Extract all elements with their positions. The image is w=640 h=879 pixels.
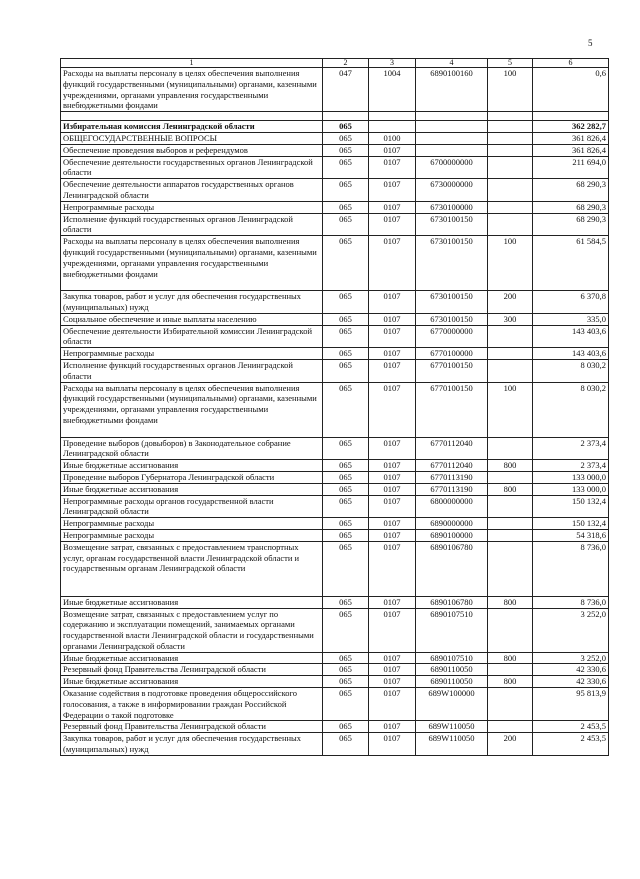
cell-target-article: 6770113190 (416, 471, 488, 483)
cell-target-article: 6890106780 (416, 596, 488, 608)
cell-section-code: 0107 (369, 291, 416, 314)
cell-amount: 2 453,5 (533, 721, 609, 733)
table-row (61, 652, 609, 664)
cell-ved-code: 065 (323, 541, 369, 596)
cell-amount: 68 290,3 (533, 213, 609, 236)
cell-section-code: 0107 (369, 382, 416, 437)
cell-amount: 42 330,6 (533, 676, 609, 688)
cell-section-code: 0107 (369, 348, 416, 360)
cell-section-code: 0107 (369, 664, 416, 676)
cell-name: Возмещение затрат, связанных с предоставлением транспортных услуг, органам государственной власти Ленинградской области и государственным органам Ленинградской области (61, 541, 323, 596)
table-row (61, 664, 609, 676)
cell-target-article: 6730000000 (416, 179, 488, 202)
cell-target-article: 6890100000 (416, 529, 488, 541)
cell-section-code: 0107 (369, 652, 416, 664)
cell-expense-type: 800 (488, 460, 533, 472)
cell-section-code: 0107 (369, 437, 416, 460)
cell-expense-type: 100 (488, 382, 533, 437)
table-row (61, 359, 609, 382)
table-row (61, 518, 609, 530)
cell-ved-code: 065 (323, 201, 369, 213)
table-row (61, 348, 609, 360)
cell-name: Возмещение затрат, связанных с предоставлением услуг по содержанию и эксплуатации помещений, занимаемых органами государственной власти Ленинградской области и государственными органами Ленинградской области (61, 608, 323, 652)
page-number: 5 (588, 38, 593, 48)
cell-section-code: 0107 (369, 518, 416, 530)
cell-ved-code: 065 (323, 156, 369, 179)
cell-amount: 361 826,4 (533, 132, 609, 144)
cell-ved-code: 065 (323, 471, 369, 483)
cell-name: Обеспечение деятельности Избирательной комиссии Ленинградской области (61, 325, 323, 348)
cell-amount: 133 000,0 (533, 483, 609, 495)
cell-name: Обеспечение деятельности государственных органов Ленинградской области (61, 156, 323, 179)
column-header-5: 5 (488, 59, 533, 68)
cell-amount: 2 373,4 (533, 437, 609, 460)
cell-ved-code: 065 (323, 382, 369, 437)
table-row (61, 201, 609, 213)
cell-target-article: 6770100150 (416, 382, 488, 437)
cell-section-code: 0107 (369, 325, 416, 348)
table-row (61, 596, 609, 608)
cell-section-code: 0107 (369, 721, 416, 733)
cell-expense-type (488, 121, 533, 133)
cell-amount: 133 000,0 (533, 471, 609, 483)
header-row (61, 59, 609, 68)
cell-expense-type: 800 (488, 596, 533, 608)
cell-ved-code: 065 (323, 313, 369, 325)
cell-name: Иные бюджетные ассигнования (61, 596, 323, 608)
cell-amount: 6 370,8 (533, 291, 609, 314)
cell-name: Исполнение функций государственных органов Ленинградской области (61, 213, 323, 236)
cell-target-article: 6890110050 (416, 676, 488, 688)
cell-ved-code: 065 (323, 121, 369, 133)
cell-target-article: 6730100150 (416, 236, 488, 291)
cell-name: Расходы на выплаты персоналу в целях обеспечения выполнения функций государственными (муниципальными) органами, казенными учреждениями, органами управления государственными внебюджетными фондами (61, 236, 323, 291)
cell-ved-code: 065 (323, 676, 369, 688)
cell-target-article: 689W110050 (416, 733, 488, 756)
cell-amount: 143 403,6 (533, 325, 609, 348)
cell-target-article: 6770100150 (416, 359, 488, 382)
cell-expense-type (488, 664, 533, 676)
cell-section-code: 0107 (369, 495, 416, 518)
cell-expense-type: 800 (488, 483, 533, 495)
cell-section-code: 0107 (369, 313, 416, 325)
cell-amount: 8 030,2 (533, 382, 609, 437)
cell-ved-code: 065 (323, 437, 369, 460)
cell-name: Резервный фонд Правительства Ленинградской области (61, 664, 323, 676)
cell-expense-type (488, 529, 533, 541)
cell-amount: 68 290,3 (533, 179, 609, 202)
column-header-6: 6 (533, 59, 609, 68)
cell-ved-code: 065 (323, 664, 369, 676)
cell-expense-type (488, 156, 533, 179)
cell-section-code: 0107 (369, 359, 416, 382)
table-row (61, 483, 609, 495)
cell-amount: 8 030,2 (533, 359, 609, 382)
cell-expense-type (488, 179, 533, 202)
table-row (61, 495, 609, 518)
table-row (61, 156, 609, 179)
cell-expense-type: 800 (488, 676, 533, 688)
cell-name: Расходы на выплаты персоналу в целях обеспечения выполнения функций государственными (муниципальными) органами, казенными учреждениями, органами управления государственными внебюджетными фондами (61, 382, 323, 437)
cell-target-article: 689W110050 (416, 721, 488, 733)
table-row (61, 676, 609, 688)
cell-name: Непрограммные расходы (61, 529, 323, 541)
cell-expense-type (488, 437, 533, 460)
cell-expense-type: 100 (488, 68, 533, 112)
table-row (61, 529, 609, 541)
spacer-cell (61, 112, 323, 121)
cell-ved-code: 065 (323, 132, 369, 144)
cell-target-article: 689W100000 (416, 688, 488, 721)
cell-name: Иные бюджетные ассигнования (61, 460, 323, 472)
cell-ved-code: 065 (323, 144, 369, 156)
spacer-cell (369, 112, 416, 121)
cell-amount: 0,6 (533, 68, 609, 112)
cell-target-article: 6890000000 (416, 518, 488, 530)
spacer-cell (416, 112, 488, 121)
cell-amount: 68 290,3 (533, 201, 609, 213)
cell-name: Непрограммные расходы (61, 201, 323, 213)
cell-expense-type (488, 518, 533, 530)
cell-section-code: 0107 (369, 460, 416, 472)
table-row (61, 325, 609, 348)
cell-amount: 8 736,0 (533, 541, 609, 596)
spacer-cell (533, 112, 609, 121)
cell-section-code: 0107 (369, 213, 416, 236)
cell-ved-code: 065 (323, 325, 369, 348)
cell-name: ОБЩЕГОСУДАРСТВЕННЫЕ ВОПРОСЫ (61, 132, 323, 144)
cell-section-code: 1004 (369, 68, 416, 112)
cell-ved-code: 065 (323, 495, 369, 518)
column-header-3: 3 (369, 59, 416, 68)
cell-expense-type (488, 608, 533, 652)
cell-section-code: 0107 (369, 471, 416, 483)
cell-expense-type (488, 201, 533, 213)
cell-ved-code: 065 (323, 460, 369, 472)
cell-amount: 150 132,4 (533, 495, 609, 518)
table-row (61, 68, 609, 112)
spacer-cell (323, 112, 369, 121)
cell-target-article: 6890107510 (416, 652, 488, 664)
spacer-row (61, 112, 609, 121)
cell-amount: 211 694,0 (533, 156, 609, 179)
cell-target-article: 6890100160 (416, 68, 488, 112)
table-row (61, 382, 609, 437)
cell-target-article: 6700000000 (416, 156, 488, 179)
cell-ved-code: 047 (323, 68, 369, 112)
table-row (61, 541, 609, 596)
cell-name: Непрограммные расходы (61, 348, 323, 360)
table-row (61, 291, 609, 314)
cell-ved-code: 065 (323, 359, 369, 382)
cell-ved-code: 065 (323, 236, 369, 291)
cell-target-article: 6890106780 (416, 541, 488, 596)
cell-section-code: 0100 (369, 132, 416, 144)
column-header-4: 4 (416, 59, 488, 68)
cell-amount: 143 403,6 (533, 348, 609, 360)
cell-name: Непрограммные расходы (61, 518, 323, 530)
cell-section-code: 0107 (369, 156, 416, 179)
table-row (61, 460, 609, 472)
cell-section-code (369, 121, 416, 133)
cell-ved-code: 065 (323, 291, 369, 314)
cell-amount: 3 252,0 (533, 608, 609, 652)
table-row (61, 733, 609, 756)
cell-name: Закупка товаров, работ и услуг для обеспечения государственных (муниципальных) нужд (61, 733, 323, 756)
table-row (61, 688, 609, 721)
cell-ved-code: 065 (323, 518, 369, 530)
table-row (61, 144, 609, 156)
table-row (61, 437, 609, 460)
cell-name: Социальное обеспечение и иные выплаты населению (61, 313, 323, 325)
cell-amount: 335,0 (533, 313, 609, 325)
cell-expense-type: 300 (488, 313, 533, 325)
cell-section-code: 0107 (369, 688, 416, 721)
cell-target-article (416, 121, 488, 133)
cell-expense-type (488, 213, 533, 236)
cell-section-code: 0107 (369, 483, 416, 495)
cell-ved-code: 065 (323, 348, 369, 360)
cell-expense-type (488, 688, 533, 721)
cell-section-code: 0107 (369, 529, 416, 541)
cell-name: Оказание содействия в подготовке проведения общероссийского голосования, а также в информировании граждан Российской Федерации о такой подготовке (61, 688, 323, 721)
cell-section-code: 0107 (369, 541, 416, 596)
cell-ved-code: 065 (323, 733, 369, 756)
cell-amount: 362 282,7 (533, 121, 609, 133)
cell-amount: 95 813,9 (533, 688, 609, 721)
cell-target-article: 6730100000 (416, 201, 488, 213)
table-row (61, 313, 609, 325)
cell-amount: 54 318,6 (533, 529, 609, 541)
cell-expense-type (488, 325, 533, 348)
cell-section-code: 0107 (369, 144, 416, 156)
cell-amount: 2 373,4 (533, 460, 609, 472)
table-row (61, 236, 609, 291)
cell-expense-type: 200 (488, 291, 533, 314)
cell-amount: 2 453,5 (533, 733, 609, 756)
cell-expense-type (488, 132, 533, 144)
cell-name: Непрограммные расходы органов государственной власти Ленинградской области (61, 495, 323, 518)
cell-section-code: 0107 (369, 676, 416, 688)
cell-name: Обеспечение проведения выборов и референдумов (61, 144, 323, 156)
cell-expense-type: 200 (488, 733, 533, 756)
cell-expense-type (488, 541, 533, 596)
cell-name: Проведение выборов (довыборов) в Законодательное собрание Ленинградской области (61, 437, 323, 460)
cell-name: Исполнение функций государственных органов Ленинградской области (61, 359, 323, 382)
cell-target-article: 6730100150 (416, 313, 488, 325)
cell-expense-type (488, 471, 533, 483)
cell-section-code: 0107 (369, 201, 416, 213)
budget-table (60, 58, 609, 756)
cell-amount: 361 826,4 (533, 144, 609, 156)
table-body (61, 68, 609, 756)
column-header-2: 2 (323, 59, 369, 68)
cell-expense-type (488, 144, 533, 156)
cell-expense-type (488, 721, 533, 733)
cell-ved-code: 065 (323, 483, 369, 495)
cell-ved-code: 065 (323, 652, 369, 664)
column-header-1: 1 (61, 59, 323, 68)
cell-name: Иные бюджетные ассигнования (61, 652, 323, 664)
cell-target-article: 6800000000 (416, 495, 488, 518)
cell-name: Расходы на выплаты персоналу в целях обеспечения выполнения функций государственными (муниципальными) органами, казенными учреждениями, органами управления государственными внебюджетными фондами (61, 68, 323, 112)
cell-expense-type: 100 (488, 236, 533, 291)
cell-name: Обеспечение деятельности аппаратов государственных органов Ленинградской области (61, 179, 323, 202)
cell-target-article: 6770100000 (416, 348, 488, 360)
cell-ved-code: 065 (323, 596, 369, 608)
cell-amount: 42 330,6 (533, 664, 609, 676)
cell-name: Проведение выборов Губернатора Ленинградской области (61, 471, 323, 483)
cell-target-article: 6890107510 (416, 608, 488, 652)
cell-ved-code: 065 (323, 213, 369, 236)
cell-amount: 8 736,0 (533, 596, 609, 608)
cell-target-article: 6770113190 (416, 483, 488, 495)
cell-section-code: 0107 (369, 596, 416, 608)
cell-target-article: 6770112040 (416, 460, 488, 472)
cell-expense-type (488, 359, 533, 382)
cell-name: Резервный фонд Правительства Ленинградской области (61, 721, 323, 733)
cell-amount: 150 132,4 (533, 518, 609, 530)
cell-target-article: 6730100150 (416, 291, 488, 314)
cell-target-article: 6770112040 (416, 437, 488, 460)
cell-name: Избирательная комиссия Ленинградской области (61, 121, 323, 133)
cell-target-article (416, 144, 488, 156)
table-row (61, 608, 609, 652)
cell-amount: 3 252,0 (533, 652, 609, 664)
table-row (61, 179, 609, 202)
cell-name: Иные бюджетные ассигнования (61, 676, 323, 688)
cell-ved-code: 065 (323, 179, 369, 202)
cell-ved-code: 065 (323, 688, 369, 721)
cell-section-code: 0107 (369, 236, 416, 291)
cell-section-code: 0107 (369, 733, 416, 756)
cell-ved-code: 065 (323, 721, 369, 733)
cell-name: Закупка товаров, работ и услуг для обеспечения государственных (муниципальных) нужд (61, 291, 323, 314)
table-row (61, 721, 609, 733)
cell-ved-code: 065 (323, 529, 369, 541)
table-row (61, 213, 609, 236)
table-row (61, 471, 609, 483)
cell-section-code: 0107 (369, 179, 416, 202)
cell-amount: 61 584,5 (533, 236, 609, 291)
cell-expense-type: 800 (488, 652, 533, 664)
table-row (61, 132, 609, 144)
cell-expense-type (488, 348, 533, 360)
cell-expense-type (488, 495, 533, 518)
spacer-cell (488, 112, 533, 121)
cell-target-article (416, 132, 488, 144)
cell-ved-code: 065 (323, 608, 369, 652)
cell-section-code: 0107 (369, 608, 416, 652)
cell-name: Иные бюджетные ассигнования (61, 483, 323, 495)
table-row (61, 121, 609, 133)
cell-target-article: 6890110050 (416, 664, 488, 676)
cell-target-article: 6770000000 (416, 325, 488, 348)
cell-target-article: 6730100150 (416, 213, 488, 236)
